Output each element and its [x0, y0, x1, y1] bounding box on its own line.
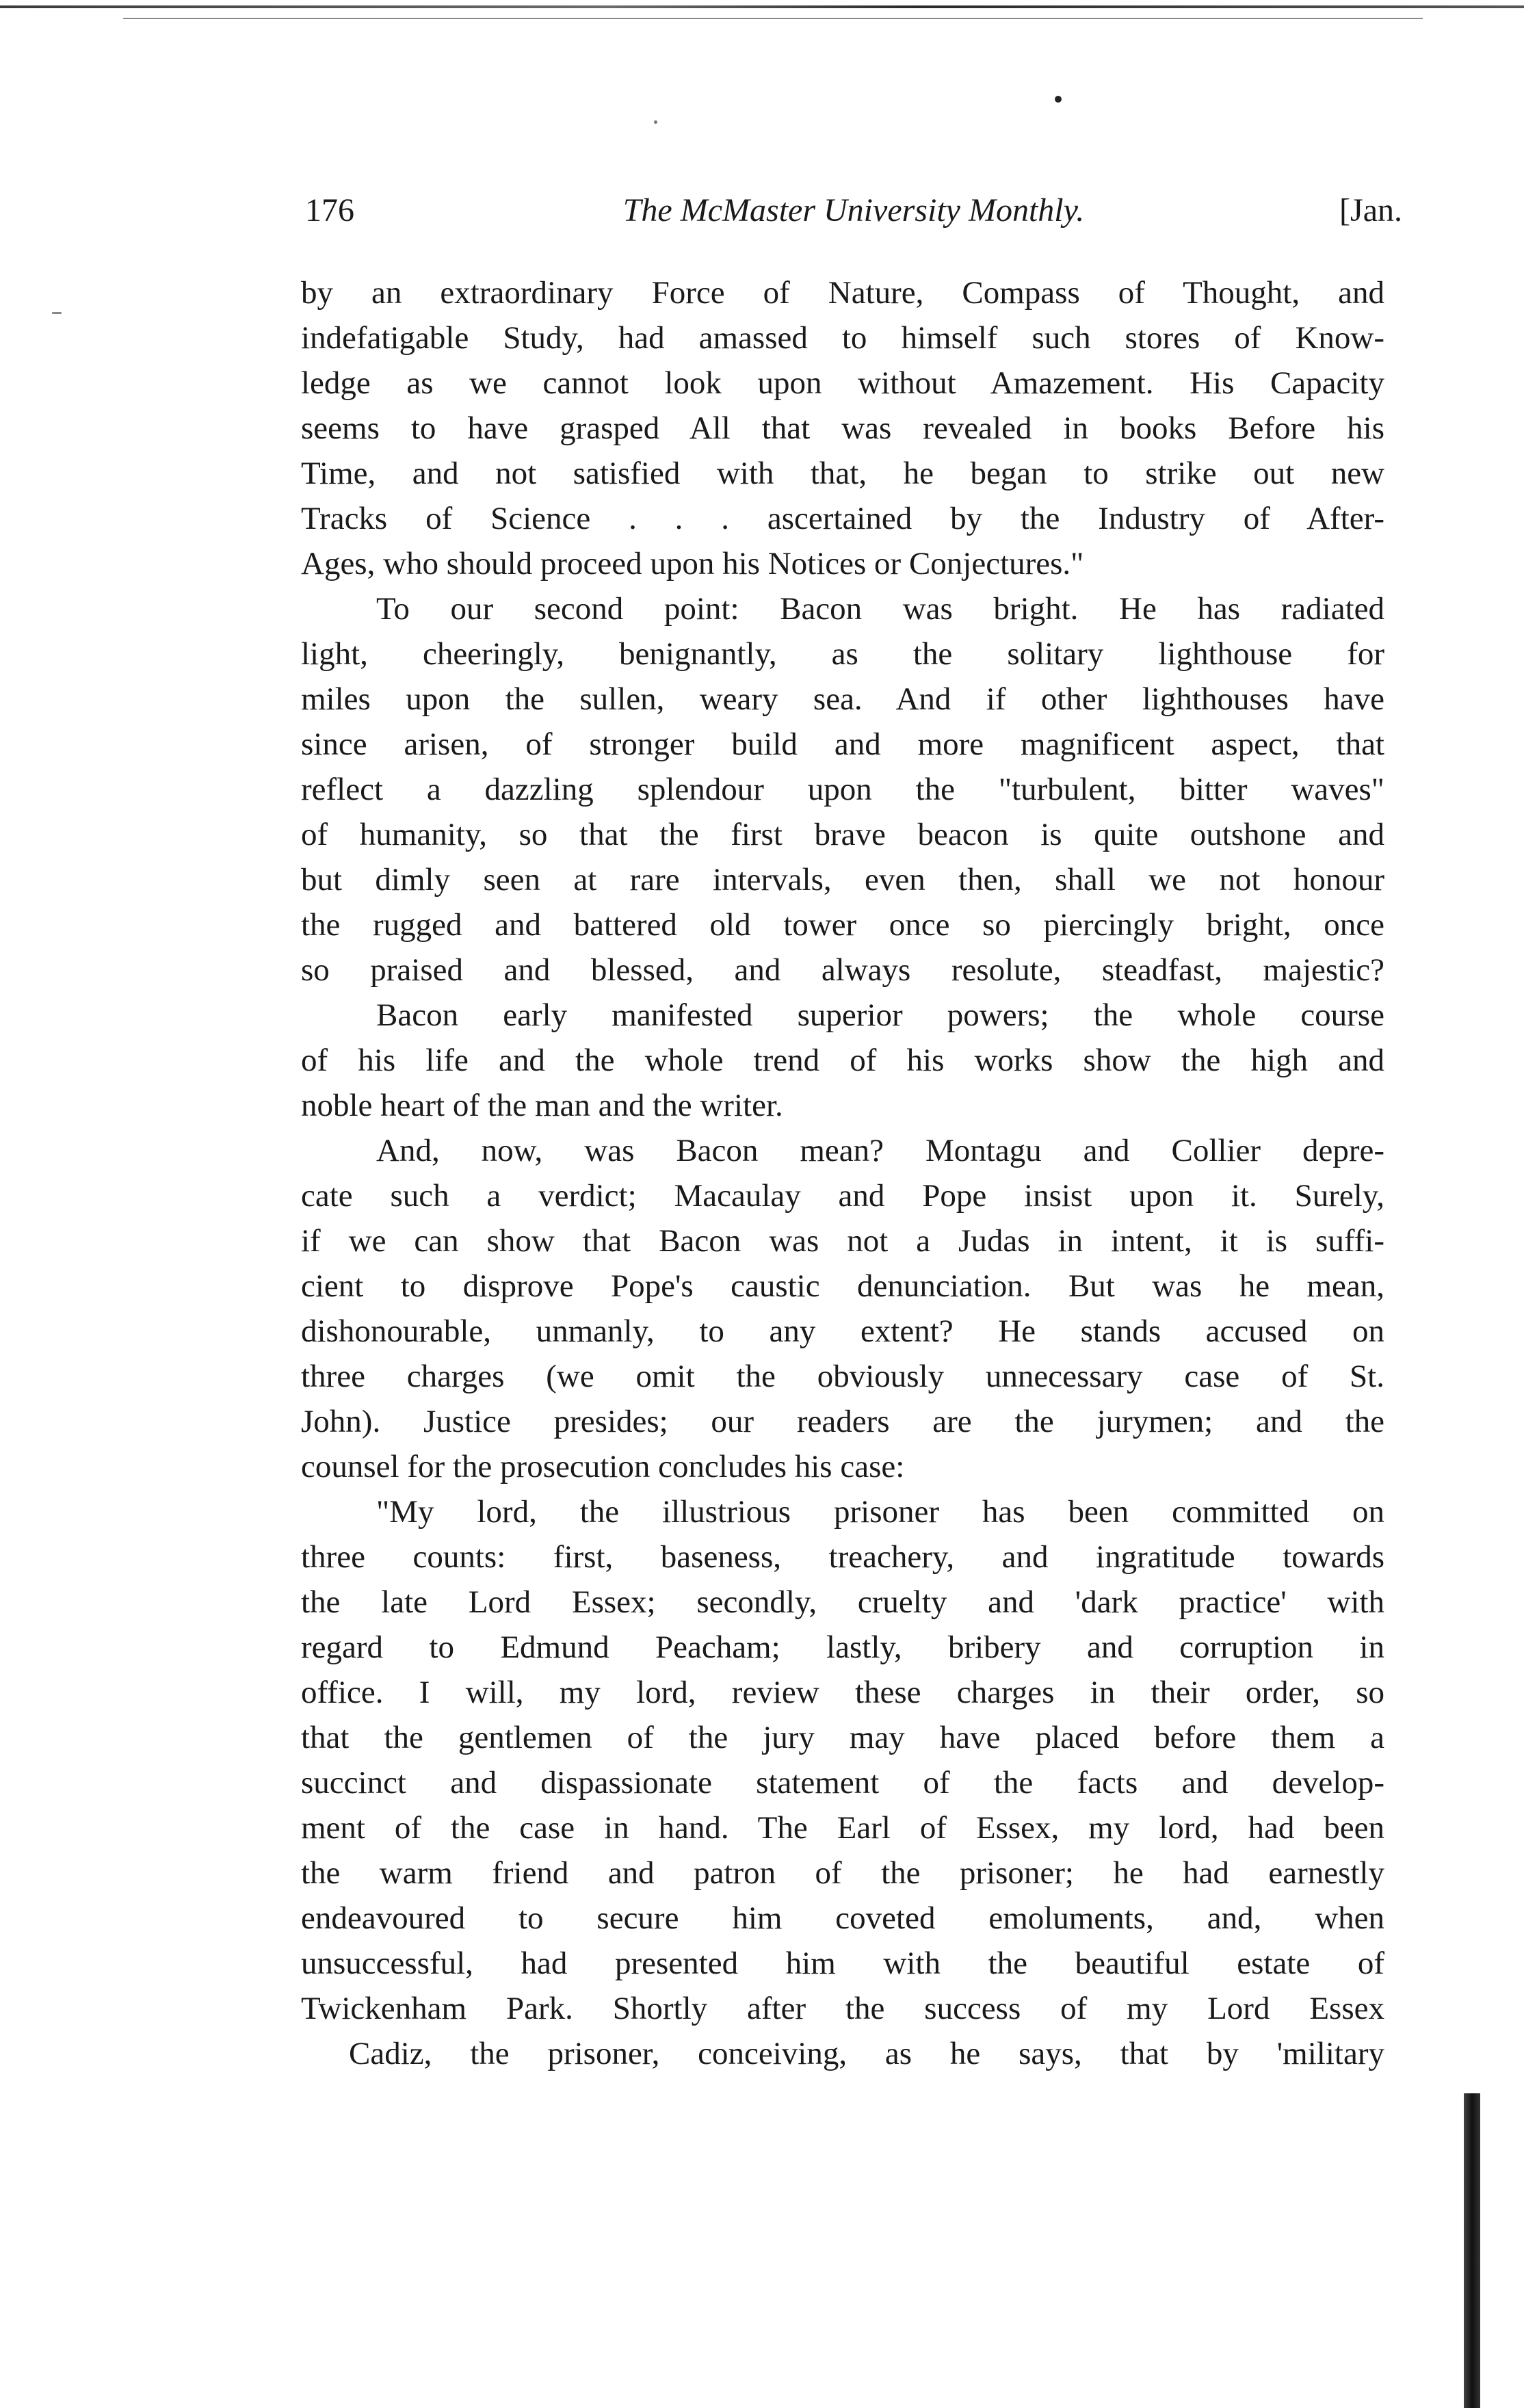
text-line: cate such a verdict; Macaulay and Pope insist upon it. Surely,: [301, 1178, 1384, 1214]
text-line: the rugged and battered old tower once so piercingly bright, once: [301, 907, 1384, 943]
text-line: Bacon early manifested superior powers; the whole course: [376, 997, 1384, 1033]
text-line: unsuccessful, had presented him with the beautiful estate of: [301, 1946, 1384, 1981]
text-line: To our second point: Bacon was bright. He has radiated: [376, 591, 1384, 627]
text-line: cient to disprove Pope's caustic denunciation. But was he mean,: [301, 1268, 1384, 1304]
text-line: succinct and dispassionate statement of the facts and develop-: [301, 1765, 1384, 1801]
text-line: light, cheeringly, benignantly, as the solitary lighthouse for: [301, 636, 1384, 672]
text-line: three counts: first, baseness, treachery, and ingratitude towards: [301, 1539, 1384, 1575]
speck-mark: [654, 120, 657, 124]
text-line: since arisen, of stronger build and more magnificent aspect, that: [301, 727, 1384, 762]
text-line: And, now, was Bacon mean? Montagu and Collier depre-: [376, 1133, 1384, 1168]
text-line: John). Justice presides; our readers are the jurymen; and the: [301, 1404, 1384, 1439]
text-line: ledge as we cannot look upon without Amazement. His Capacity: [301, 365, 1384, 401]
text-line: the late Lord Essex; secondly, cruelty and 'dark practice' with: [301, 1584, 1384, 1620]
text-line: indefatigable Study, had amassed to himself such stores of Know-: [301, 320, 1384, 356]
text-line: reflect a dazzling splendour upon the "turbulent, bitter waves": [301, 772, 1384, 807]
text-line: of humanity, so that the first brave beacon is quite outshone and: [301, 817, 1384, 852]
running-header: [305, 192, 1402, 246]
speck-mark: [1055, 96, 1062, 103]
issue-month: [Jan.: [1339, 192, 1402, 228]
text-line: miles upon the sullen, weary sea. And if other lighthouses have: [301, 681, 1384, 717]
text-line: office. I will, my lord, review these charges in their order, so: [301, 1675, 1384, 1710]
text-line: so praised and blessed, and always resolute, steadfast, majestic?: [301, 952, 1384, 988]
top-edge-rule: [0, 5, 1524, 8]
text-line: ment of the case in hand. The Earl of Essex, my lord, had been: [301, 1810, 1384, 1846]
text-line: Time, and not satisfied with that, he began to strike out new: [301, 456, 1384, 491]
text-line: seems to have grasped All that was revealed in books Before his: [301, 410, 1384, 446]
text-line: Ages, who should proceed upon his Notices or Conjectures.": [301, 546, 1084, 581]
speck-mark: [52, 312, 62, 314]
article-body: [301, 270, 1384, 2076]
text-line: Tracks of Science . . . ascertained by the Industry of After-: [301, 501, 1384, 536]
text-line: but dimly seen at rare intervals, even then, shall we not honour: [301, 862, 1384, 898]
text-line: endeavoured to secure him coveted emoluments, and, when: [301, 1900, 1384, 1936]
text-line: "My lord, the illustrious prisoner has been committed on: [376, 1494, 1384, 1530]
text-line: that the gentlemen of the jury may have placed before them a: [301, 1720, 1384, 1755]
text-line: of his life and the whole trend of his works show the high and: [301, 1043, 1384, 1078]
journal-title: The McMaster University Monthly.: [622, 192, 1085, 228]
text-line: noble heart of the man and the writer.: [301, 1088, 783, 1123]
text-line: regard to Edmund Peacham; lastly, bribery and corruption in: [301, 1630, 1384, 1665]
text-line: by an extraordinary Force of Nature, Compass of Thought, and: [301, 275, 1384, 311]
text-line: dishonourable, unmanly, to any extent? He stands accused on: [301, 1313, 1384, 1349]
text-line: Twickenham Park. Shortly after the success of my Lord Essex: [301, 1991, 1384, 2026]
text-line: counsel for the prosecution concludes his case:: [301, 1449, 905, 1484]
page-number: 176: [305, 192, 354, 228]
text-line: three charges (we omit the obviously unnecessary case of St.: [301, 1359, 1384, 1394]
top-edge-rule-secondary: [123, 18, 1423, 19]
text-line: the warm friend and patron of the prisoner; he had earnestly: [301, 1855, 1384, 1891]
text-line: Cadiz, the prisoner, conceiving, as he says, that by 'military: [349, 2036, 1384, 2071]
text-line: if we can show that Bacon was not a Judas in intent, it is suffi-: [301, 1223, 1384, 1259]
binding-shadow: [1464, 2093, 1480, 2408]
